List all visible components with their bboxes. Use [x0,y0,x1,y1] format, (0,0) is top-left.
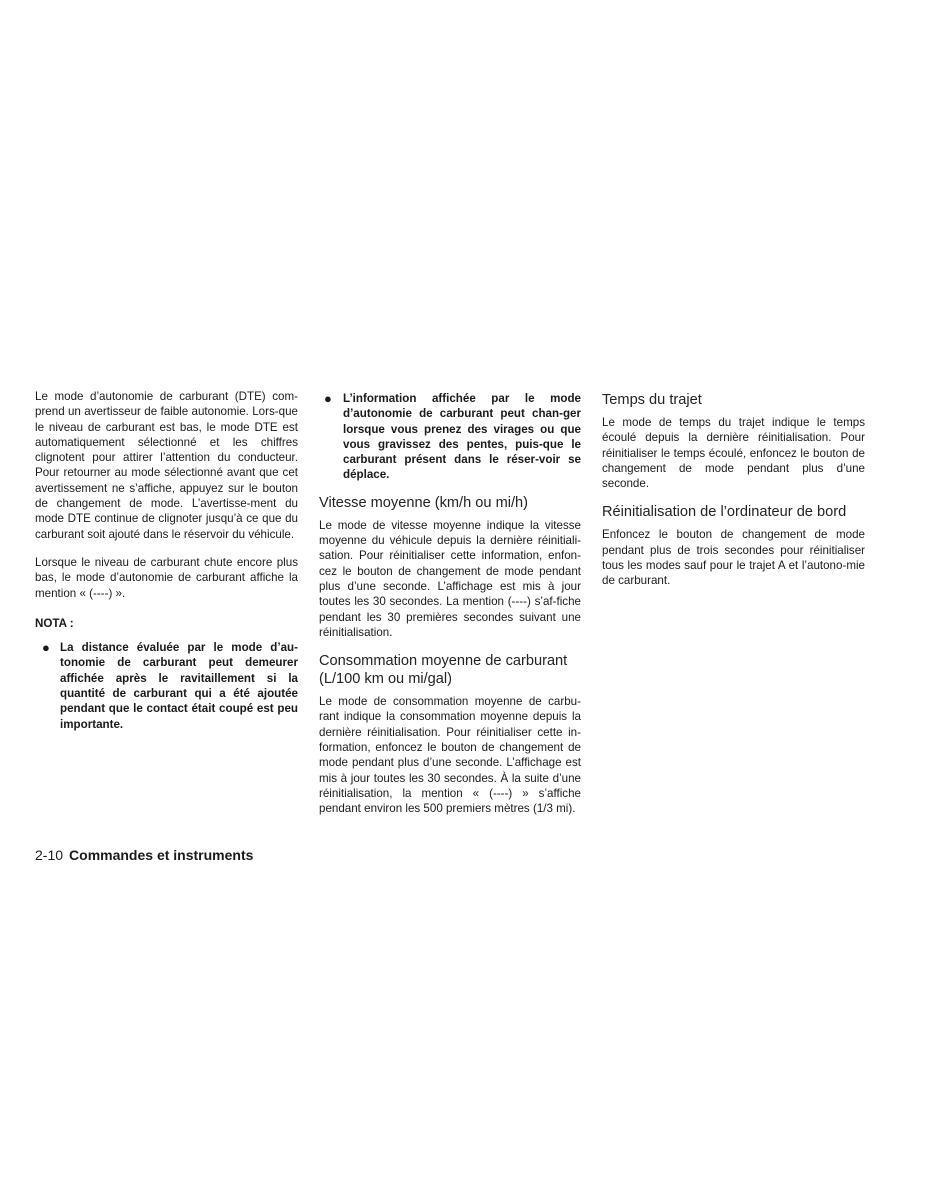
bullet-item-information [319,391,581,483]
paragraph-trip-time: Le mode de temps du trajet indique le temps écoulé depuis la dernière réinitialisation. Pour réinitialiser le temps écoulé, enfoncez le bouton de changement de mode pendant plus d’une seconde. [602,416,865,491]
paragraph-trip-computer-reset: Enfoncez le bouton de changement de mode pendant plus de trois secondes pour réinitialiser tous les modes sauf pour le trajet A et l’autono-mie de carburant. [602,528,865,588]
section-title: Commandes et instruments [69,847,254,863]
column-right [602,391,865,589]
bullet-icon: ● [42,640,50,656]
heading-average-speed: Vitesse moyenne (km/h ou mi/h) [319,494,528,511]
paragraph-average-consumption: Le mode de consommation moyenne de carbu-rant indique la consommation moyenne depuis la dernière réinitialisation. Pour réinitialiser cette in-formation, enfoncez le bouton de changement de mode pendant plus d’une seconde. L’affichage est mis à jour toutes les 30 secondes. À la suite d’une réinitialisation, la mention « (----) » s’affiche pendant environ les 500 premiers mètres (1/3 mi). [319,695,581,816]
page-footer [35,846,253,864]
bullet-item-distance [35,640,298,732]
bullet-icon: ● [324,391,332,406]
nota-label: NOTA : [35,616,74,630]
page-number: 2-10 [35,847,64,863]
heading-trip-time: Temps du trajet [602,392,702,408]
bullet-text: La distance évaluée par le mode d’au-tonomie de carburant peut demeurer affichée après le ravitaillement si la quantité de carburant qui a été ajoutée pendant que le contact était coupé est peu importante. [60,641,298,731]
paragraph-dte-low-fuel: Lorsque le niveau de carburant chute encore plus bas, le mode d’autonomie de carburant affiche la mention « (----) ». [35,555,298,600]
column-middle [319,391,581,817]
bullet-text: L’information affichée par le mode d’autonomie de carburant peut chan-ger lorsque vous prenez des virages ou que vous gravissez des pentes, puis-que le carburant présent dans le réser-voir se déplace. [343,392,581,482]
heading-average-consumption: Consommation moyenne de carburant (L/100 km ou mi/gal) [319,653,568,688]
paragraph-average-speed: Le mode de vitesse moyenne indique la vitesse moyenne du véhicule depuis la dernière réinitiali-sation. Pour réinitialiser cette information, enfon-cez le bouton de changement de mode pendant plus d’une seconde. L’affichage est mis à jour toutes les 30 secondes. La mention (----) s’af-fiche pendant les 30 premières secondes suivant une réinitialisation. [319,518,581,639]
paragraph-dte-warning: Le mode d’autonomie de carburant (DTE) com-prend un avertisseur de faible autonomie. Lors-que le niveau de carburant est bas, le mode DTE est automatiquement sélectionné et les chiffres clignotent pour attirer l’attention du conducteur. Pour retourner au mode sélectionné avant que cet avertissement ne s’affiche, appuyez sur le bouton de changement de mode. L’avertisse-ment du mode DTE continue de clignoter jusqu’à ce que du carburant soit ajouté dans le réservoir du véhicule. [35,390,298,541]
column-left [35,389,298,732]
heading-trip-computer-reset: Réinitialisation de l’ordinateur de bord [602,504,847,521]
